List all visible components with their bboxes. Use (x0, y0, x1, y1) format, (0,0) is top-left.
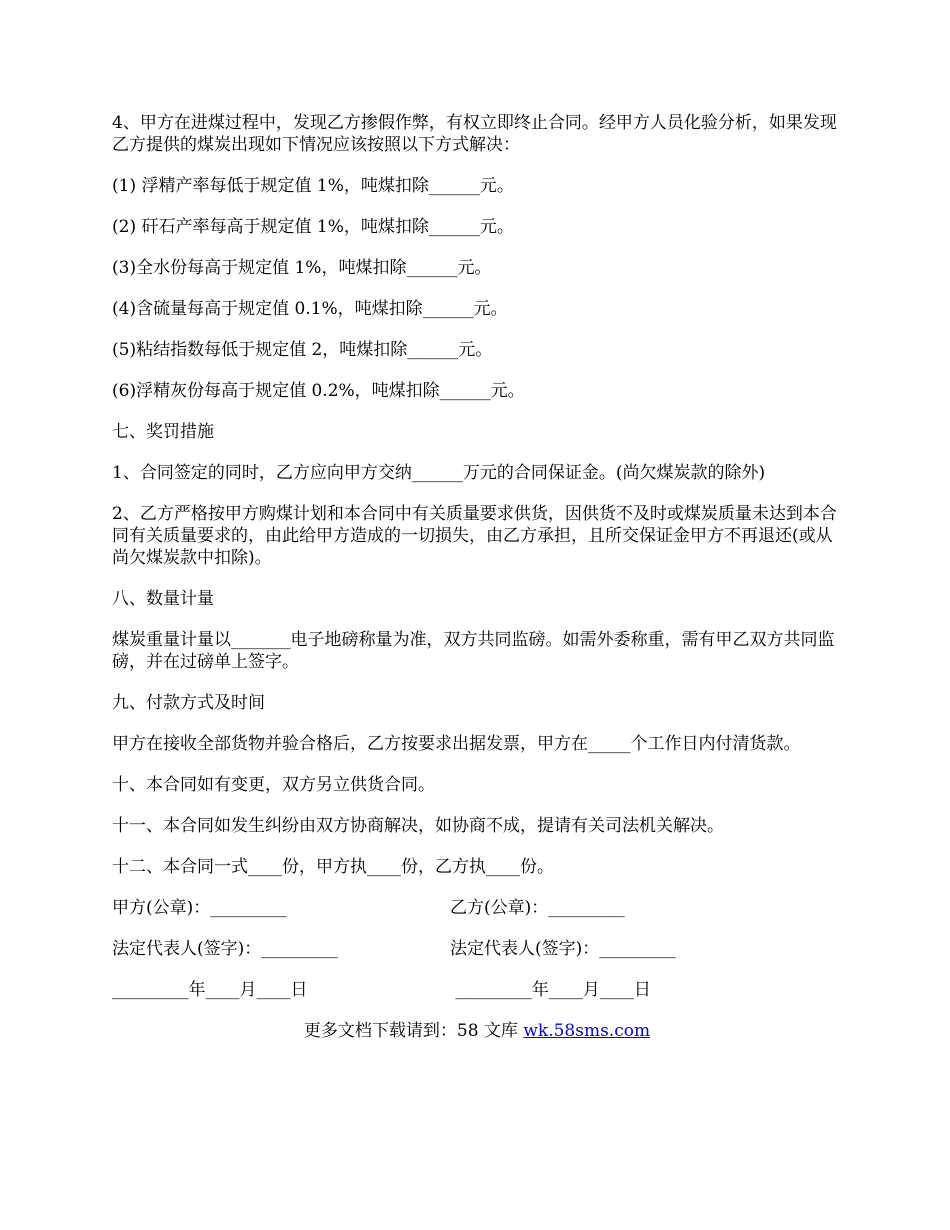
clause-11: 十一、本合同如发生纠纷由双方协商解决，如协商不成，提请有关司法机关解决。 (112, 816, 724, 836)
deduction-item-1: (1) 浮精产率每低于规定值 1%，吨煤扣除______元。 (112, 176, 514, 196)
seal-row (112, 897, 842, 919)
footer-text: 更多文档下载请到：58 文库 (303, 1021, 524, 1041)
footer-link[interactable]: wk.58sms.com (523, 1021, 651, 1041)
clause-10: 十、本合同如有变更，双方另立供货合同。 (112, 775, 435, 795)
clause-4-paragraph: 4、甲方在进煤过程中，发现乙方掺假作弊，有权立即终止合同。经甲方人员化验分析，如果发现乙方提供的煤炭出现如下情况应该按照以下方式解决： (112, 113, 837, 155)
rewards-clause-2: 2、乙方严格按甲方购煤计划和本合同中有关质量要求供货，因供货不及时或煤炭质量未达到本合同有关质量要求的，由此给甲方造成的一切损失，由乙方承担，且所交保证金甲方不再退还(或从尚欠煤炭款中扣除)。 (112, 504, 837, 568)
deduction-item-6: (6)浮精灰份每高于规定值 0.2%，吨煤扣除______元。 (112, 381, 525, 401)
rewards-clause-1: 1、合同签定的同时，乙方应向甲方交纳______万元的合同保证金。(尚欠煤炭款的除外) (112, 463, 766, 483)
party-b-representative: 法定代表人(签字)：_________ (450, 939, 676, 959)
clause-12: 十二、本合同一式____份，甲方执____份，乙方执____份。 (112, 857, 554, 877)
section-heading-payment: 九、付款方式及时间 (112, 693, 265, 713)
party-a-date: _________年____月____日 (112, 980, 308, 1000)
section-heading-rewards-penalties: 七、奖罚措施 (112, 422, 214, 442)
party-b-seal: 乙方(公章)：_________ (450, 898, 625, 918)
deduction-item-3: (3)全水份每高于规定值 1%，吨煤扣除______元。 (112, 258, 492, 278)
deduction-item-5: (5)粘结指数每低于规定值 2，吨煤扣除______元。 (112, 340, 493, 360)
date-row (112, 979, 842, 1001)
section-heading-quantity: 八、数量计量 (112, 589, 214, 609)
payment-clause: 甲方在接收全部货物并验合格后，乙方按要求出据发票，甲方在_____个工作日内付清货款。 (112, 734, 801, 754)
deduction-item-2: (2) 矸石产率每高于规定值 1%，吨煤扣除______元。 (112, 217, 514, 237)
deduction-item-4: (4)含硫量每高于规定值 0.1%，吨煤扣除______元。 (112, 299, 508, 319)
quantity-clause: 煤炭重量计量以_______电子地磅称量为准，双方共同监磅。如需外委称重，需有甲乙双方共同监磅，并在过磅单上签字。 (112, 630, 835, 672)
party-a-seal: 甲方(公章)：_________ (112, 898, 287, 918)
party-b-date: _________年____月____日 (450, 980, 651, 1000)
download-footer (112, 1020, 842, 1042)
representative-row (112, 938, 842, 960)
party-a-representative: 法定代表人(签字)：_________ (112, 939, 338, 959)
document-page (112, 112, 842, 1042)
